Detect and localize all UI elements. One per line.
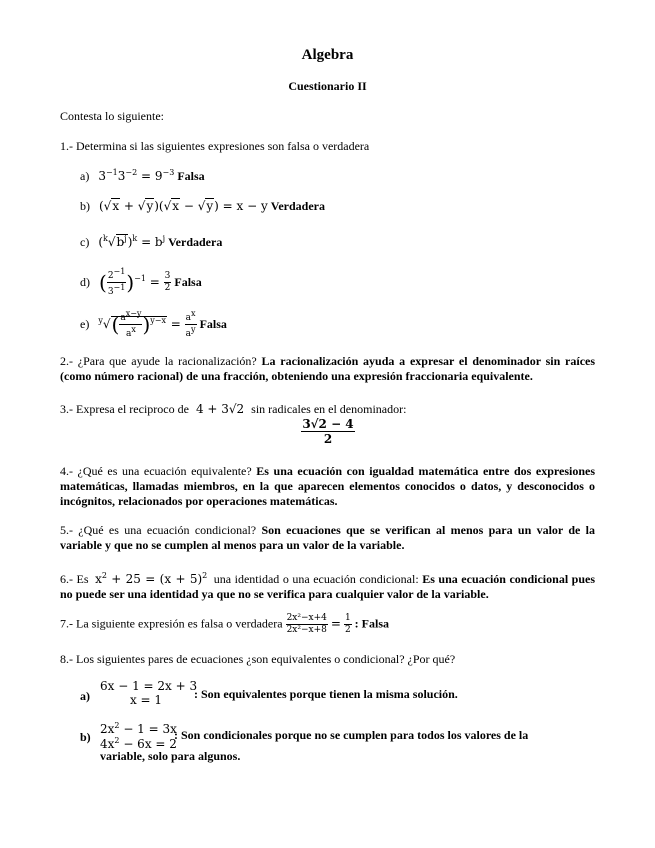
answer-text: Es una ecuación con igualdad matemática entre dos expresiones matemáticas, llamadas miembros, en la que aparecen elementos conocidos o datos, y desconocidos o incógnitos, relacionados por operaciones matemáticas. <box>60 464 595 508</box>
math-expression: $^y$√( $\frac{a^{x-y}}{a^x}$ )$^{y-x}$ = $\frac{a^x}{a^y}$ <box>98 309 196 339</box>
math-expression: ( $\frac{2^{-1}}{3^{-1}}$ )$^{-1}$ = $\frac{3}{2}$ <box>99 267 171 297</box>
question-2 <box>60 354 595 384</box>
expr-numerator: 2x²−x+4 <box>286 613 327 623</box>
q1-item-d <box>80 268 202 297</box>
item-label: b) <box>80 730 91 744</box>
q1-item-e <box>80 310 227 339</box>
item-label: c) <box>80 235 90 249</box>
expr-denominator: 2x²−x+8 <box>286 625 327 635</box>
answer-numerator: 3√2 − 4 <box>302 417 354 431</box>
equation-2: x = 1 <box>129 693 163 707</box>
question-8: 8.- Los siguientes pares de ecuaciones ¿son equivalentes o condicional? ¿Por qué? <box>60 652 456 666</box>
item-label: b) <box>80 199 90 213</box>
question-text: 7.- La siguiente expresión es falsa o verdadera <box>60 616 283 631</box>
item-label: a) <box>80 689 90 703</box>
item-answer: Verdadera <box>168 235 223 249</box>
question-5 <box>60 523 595 553</box>
math-expression: $(^k√b^j)^k = b^j$ <box>98 234 166 249</box>
question-text: 2.- ¿Para que ayude la racionalización? <box>60 354 257 368</box>
rhs-numerator: 1 <box>344 613 351 623</box>
question-text: una identidad o una ecuación condicional: <box>213 572 419 586</box>
question-4 <box>60 464 595 509</box>
question-6 <box>60 568 595 602</box>
answer-text: : Son condicionales porque no se cumplen para todos los valores de la <box>174 728 529 742</box>
question-prefix: 6.- Es <box>60 572 89 586</box>
answer-text: : Son equivalentes porque tienen la misma solución. <box>194 687 458 701</box>
item-label: a) <box>80 169 90 183</box>
math-expression: 4 + 3√2 <box>195 402 245 416</box>
q1-item-b <box>80 199 325 214</box>
equation-2: $4x^2 - 6x = 2$ <box>100 736 177 751</box>
answer-denominator: 2 <box>323 432 333 446</box>
question-text: 3.- Expresa el reciproco de <box>60 402 189 416</box>
item-answer: Verdadera <box>270 199 325 213</box>
answer-text: Son ecuaciones que se verifican al menos para un valor de la variable y que no se cumplen al menos para un valor de la variable. <box>60 523 595 552</box>
q3-answer-fraction <box>298 418 358 445</box>
question-3 <box>60 402 406 417</box>
rhs-denominator: 2 <box>344 625 351 635</box>
equation-1: 6x − 1 = 2x + 3 <box>100 679 198 693</box>
question-text: 5.- ¿Qué es una ecuación condicional? <box>60 523 257 537</box>
document-title: Algebra <box>301 47 354 63</box>
math-expression: $3^{-1}3^{-2} = 9^{-3}$ <box>98 168 175 183</box>
question-7: 7.- La siguiente expresión es falsa o verdadera $\frac{\text{2x²−x+4}}{\text{2x²−x+8}}$ = $\frac{1}{2}$ : Falsa <box>60 613 390 635</box>
item-answer: Falsa <box>177 169 205 183</box>
answer-text: : Falsa <box>354 616 390 631</box>
intro-text: Contesta lo siguiente: <box>60 109 164 123</box>
q1-item-a <box>80 168 205 184</box>
math-expression: (√x + √y)(√x − √y) = x − y <box>99 199 268 213</box>
math-expression: $x^2 + 25 = (x + 5)^2$ <box>95 571 208 586</box>
question-text: 4.- ¿Qué es una ecuación equivalente? <box>60 464 252 478</box>
item-label: d) <box>80 275 90 289</box>
answer-text: Es una ecuación condicional pues no puede ser una identidad ya que no se verifica para cualquier valor de la variable. <box>60 572 596 601</box>
answer-text-continued: variable, solo para algunos. <box>100 749 241 763</box>
document-subtitle: Cuestionario II <box>288 79 367 93</box>
item-answer: Falsa <box>174 275 202 289</box>
q1-item-c <box>80 234 222 250</box>
item-answer: Falsa <box>199 317 227 331</box>
answer-text: La racionalización ayuda a expresar el denominador sin raíces (como número racional) de una fracción, obteniendo una expresión fraccionaria equivalente. <box>60 354 596 383</box>
question-1: 1.- Determina si las siguientes expresiones son falsa o verdadera <box>60 139 370 153</box>
equation-1: $2x^2 - 1 = 3x$ <box>100 721 177 736</box>
question-tail: sin radicales en el denominador: <box>251 402 407 416</box>
item-label: e) <box>80 317 90 331</box>
